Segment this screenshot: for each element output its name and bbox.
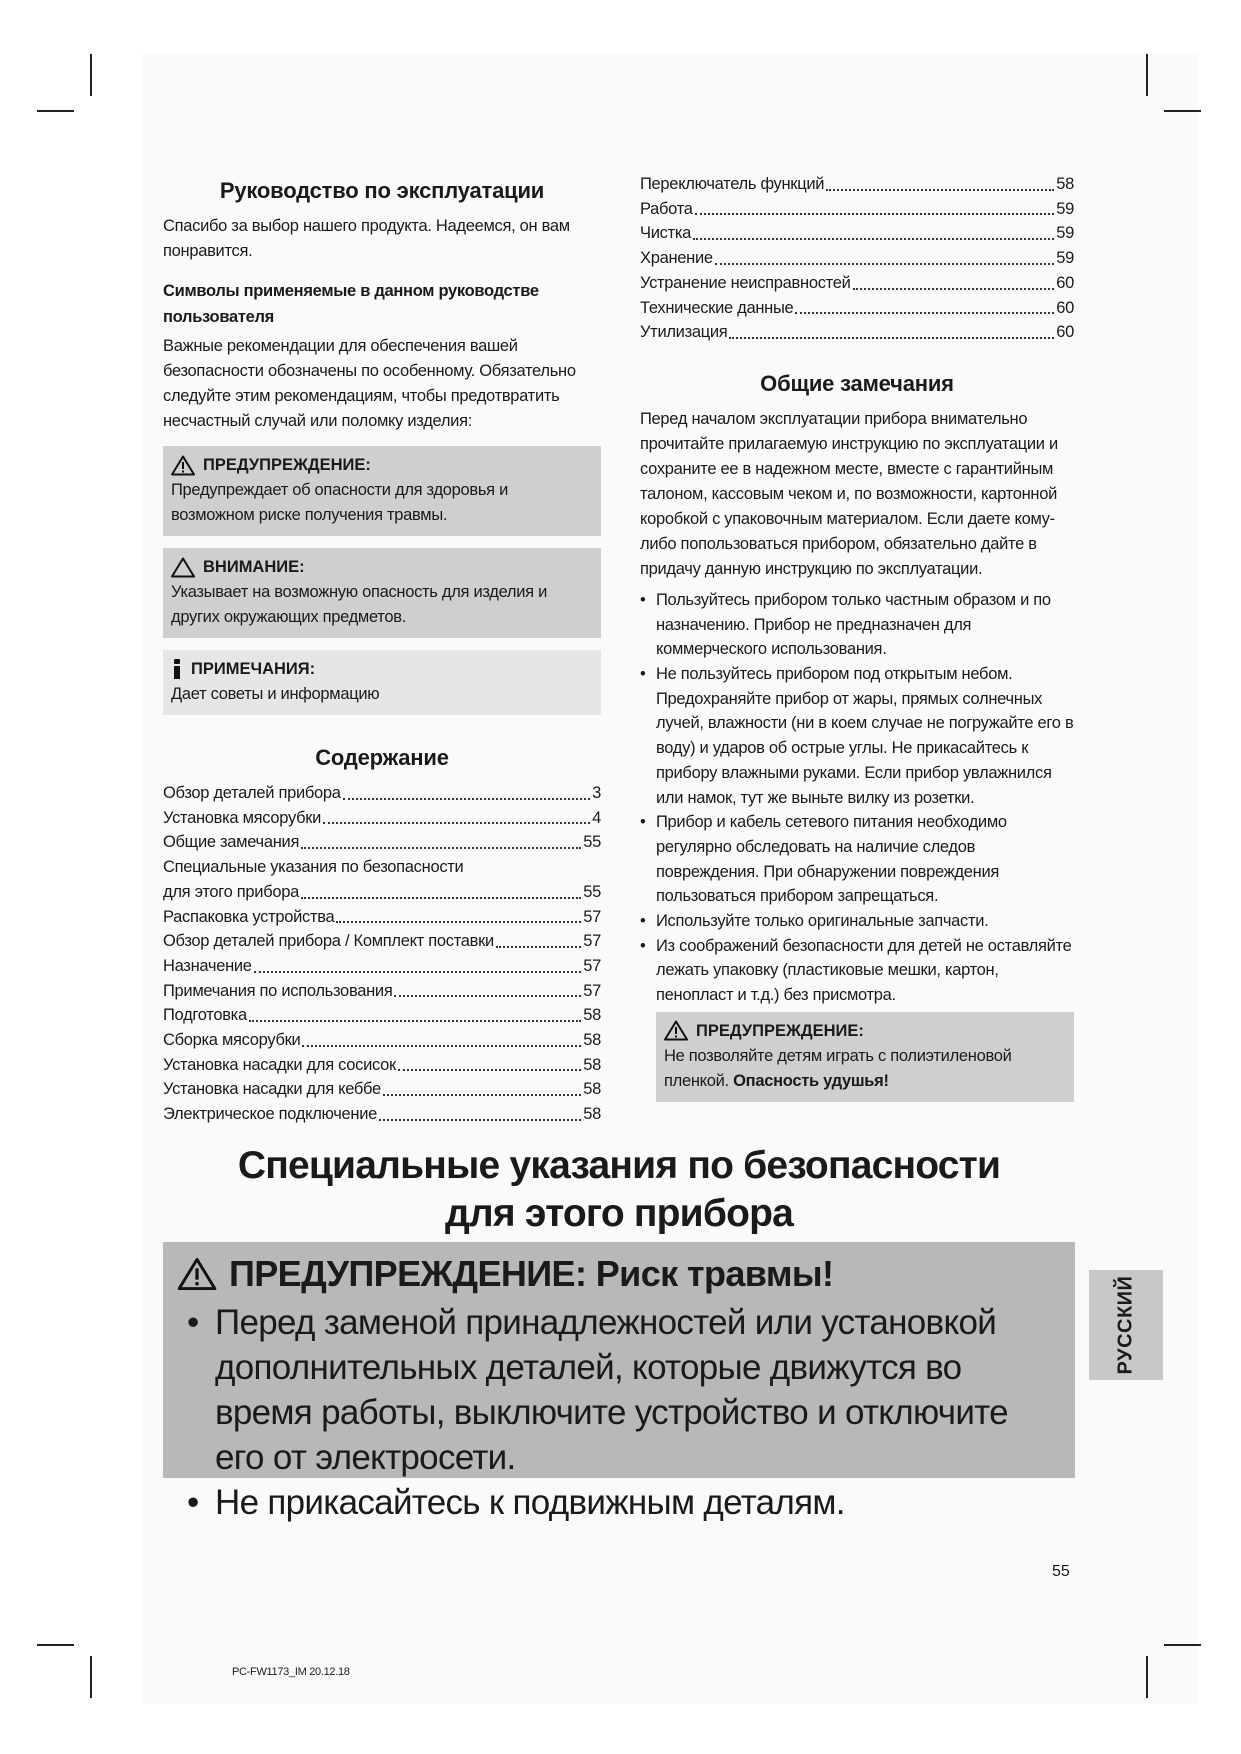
general-bullets <box>640 588 1074 1008</box>
general-title: Общие замечания <box>760 370 954 396</box>
list-item: • Используйте только оригинальные запчасти. <box>640 909 1074 934</box>
warning-triangle-icon <box>177 1257 217 1291</box>
safety-title: Специальные указания по безопасности для этого прибора <box>237 1144 1001 1235</box>
list-item: • Не прикасайтесь к подвижным деталям. <box>177 1480 1061 1525</box>
film-warning-head: ПРЕДУПРЕЖДЕНИЕ: <box>696 1021 864 1040</box>
toc-item[interactable]: Общие замечания 55 <box>163 833 601 852</box>
toc-item[interactable]: Распаковка устройства 57 <box>163 907 601 926</box>
film-warning-box <box>656 1012 1074 1102</box>
safety-warning-box <box>163 1242 1075 1522</box>
manual-title: Руководство по эксплуатации <box>219 178 545 203</box>
list-item: • Пользуйтесь прибором только частным образом и по назначению. Прибор не предназначен для коммерческого использования. <box>640 588 1074 662</box>
toc-left <box>163 781 601 1127</box>
crop-mark <box>90 1656 92 1698</box>
toc-item-line1[interactable]: Специальные указания по безопасности <box>163 858 464 877</box>
note-box <box>163 650 601 715</box>
list-item: • Прибор и кабель сетевого питания необходимо регулярно обследовать на наличие следов повреждения. При обнаружении повреждения пользоваться прибором запрещаться. <box>640 810 1074 909</box>
crop-mark <box>1146 1656 1148 1698</box>
toc-item[interactable]: Сборка мясорубки 58 <box>163 1031 601 1050</box>
crop-mark <box>37 110 74 112</box>
right-column <box>640 175 1074 1102</box>
contents-title: Содержание <box>315 745 449 770</box>
toc-item[interactable]: Назначение 57 <box>163 956 601 975</box>
toc-item[interactable]: Обзор деталей прибора 3 <box>163 784 601 802</box>
toc-item[interactable]: Электрическое подключение 58 <box>163 1105 601 1124</box>
caution-body: Указывает на возможную опасность для изделия и других окружающих предметов. <box>171 583 548 626</box>
left-column <box>163 178 601 1127</box>
suffocation-hazard: Опасность удушья! <box>733 1071 889 1090</box>
list-item: • Перед заменой принадлежностей или установкой дополнительных деталей, которые движутся во время работы, выключите устройство и отключите его от электросети. <box>177 1300 1061 1480</box>
warning-head: ПРЕДУПРЕЖДЕНИЕ: <box>203 456 371 474</box>
toc-item[interactable]: Примечания по использования 57 <box>163 981 601 1000</box>
toc-item[interactable]: Технические данные 60 <box>640 298 1074 317</box>
crop-mark <box>37 1644 74 1646</box>
toc-item[interactable]: Устранение неисправностей 60 <box>640 273 1074 292</box>
crop-mark <box>1164 110 1201 112</box>
language-tab: РУССКИЙ <box>1089 1270 1163 1380</box>
crop-mark <box>90 54 92 96</box>
info-icon <box>171 659 183 679</box>
film-warning-body: Не позволяйте детям играть с полиэтиленовой пленкой. Опасность удушья! <box>664 1046 1012 1090</box>
toc-right <box>640 172 1074 345</box>
list-item: • Из соображений безопасности для детей не оставляйте лежать упаковку (пластиковые мешки, картон, пенопласт и т.д.) без присмотра. <box>640 934 1074 1008</box>
safety-warning-head: ПРЕДУПРЕЖДЕНИЕ: Риск травмы! <box>229 1253 834 1294</box>
caution-box <box>163 548 601 638</box>
safety-bullets <box>177 1300 1061 1525</box>
toc-item[interactable]: Подготовка 58 <box>163 1006 601 1025</box>
toc-item[interactable]: Работа 59 <box>640 199 1074 218</box>
toc-item[interactable]: Хранение 59 <box>640 249 1074 268</box>
symbols-text: Важные рекомендации для обеспечения вашей безопасности обозначены по особенному. Обязательно следуйте этим рекомендациям, чтобы предотвратить несчастный случай или поломку изделия: <box>163 337 576 430</box>
note-body: Дает советы и информацию <box>171 685 380 703</box>
intro-text: Спасибо за выбор нашего продукта. Надеемся, он вам понравится. <box>163 217 570 260</box>
toc-item[interactable]: для этого прибора 55 <box>163 882 601 901</box>
toc-item[interactable]: Установка насадки для кеббе 58 <box>163 1080 601 1099</box>
warning-body: Предупреждает об опасности для здоровья и возможном риске получения травмы. <box>171 481 509 524</box>
symbols-heading: Символы применяемые в данном руководстве пользователя <box>163 282 539 326</box>
toc-item[interactable]: Чистка 59 <box>640 224 1074 243</box>
footer-code: PC-FW1173_IM 20.12.18 <box>232 1666 350 1678</box>
toc-item[interactable]: Установка мясорубки 4 <box>163 808 601 827</box>
toc-item[interactable]: Утилизация 60 <box>640 323 1074 342</box>
toc-item[interactable]: Обзор деталей прибора / Комплект поставки 57 <box>163 932 601 951</box>
warning-box <box>163 446 601 536</box>
general-text: Перед началом эксплуатации прибора внимательно прочитайте прилагаемую инструкцию по эксплуатации и сохраните ее в надежном месте, вместе с гарантийным талоном, кассовым чеком и, по возможности, картонной коробкой с упаковочным материалом. Если даете кому-либо попользоваться прибором, обязательно дайте в придачу данную инструкцию по эксплуатации. <box>640 409 1058 578</box>
warning-triangle-icon <box>664 1020 688 1041</box>
crop-mark <box>1164 1644 1201 1646</box>
list-item: • Не пользуйтесь прибором под открытым небом. Предохраняйте прибор от жары, прямых солнечных лучей, влажности (ни в коем случае не погружайте его в воду) и ударов об острые углы. Не прикасайтесь к прибору влажными руками. Если прибор увлажнился или намок, тут же выньте вилку из розетки. <box>640 662 1074 810</box>
warning-triangle-icon <box>171 455 195 476</box>
crop-mark <box>1146 54 1148 96</box>
note-head: ПРИМЕЧАНИЯ: <box>191 660 316 678</box>
page-number: 55 <box>1052 1563 1070 1580</box>
caution-head: ВНИМАНИЕ: <box>203 558 305 576</box>
toc-item[interactable]: Установка насадки для сосисок 58 <box>163 1055 601 1074</box>
toc-item[interactable]: Переключатель функций 58 <box>640 175 1074 193</box>
caution-triangle-icon <box>171 557 195 578</box>
